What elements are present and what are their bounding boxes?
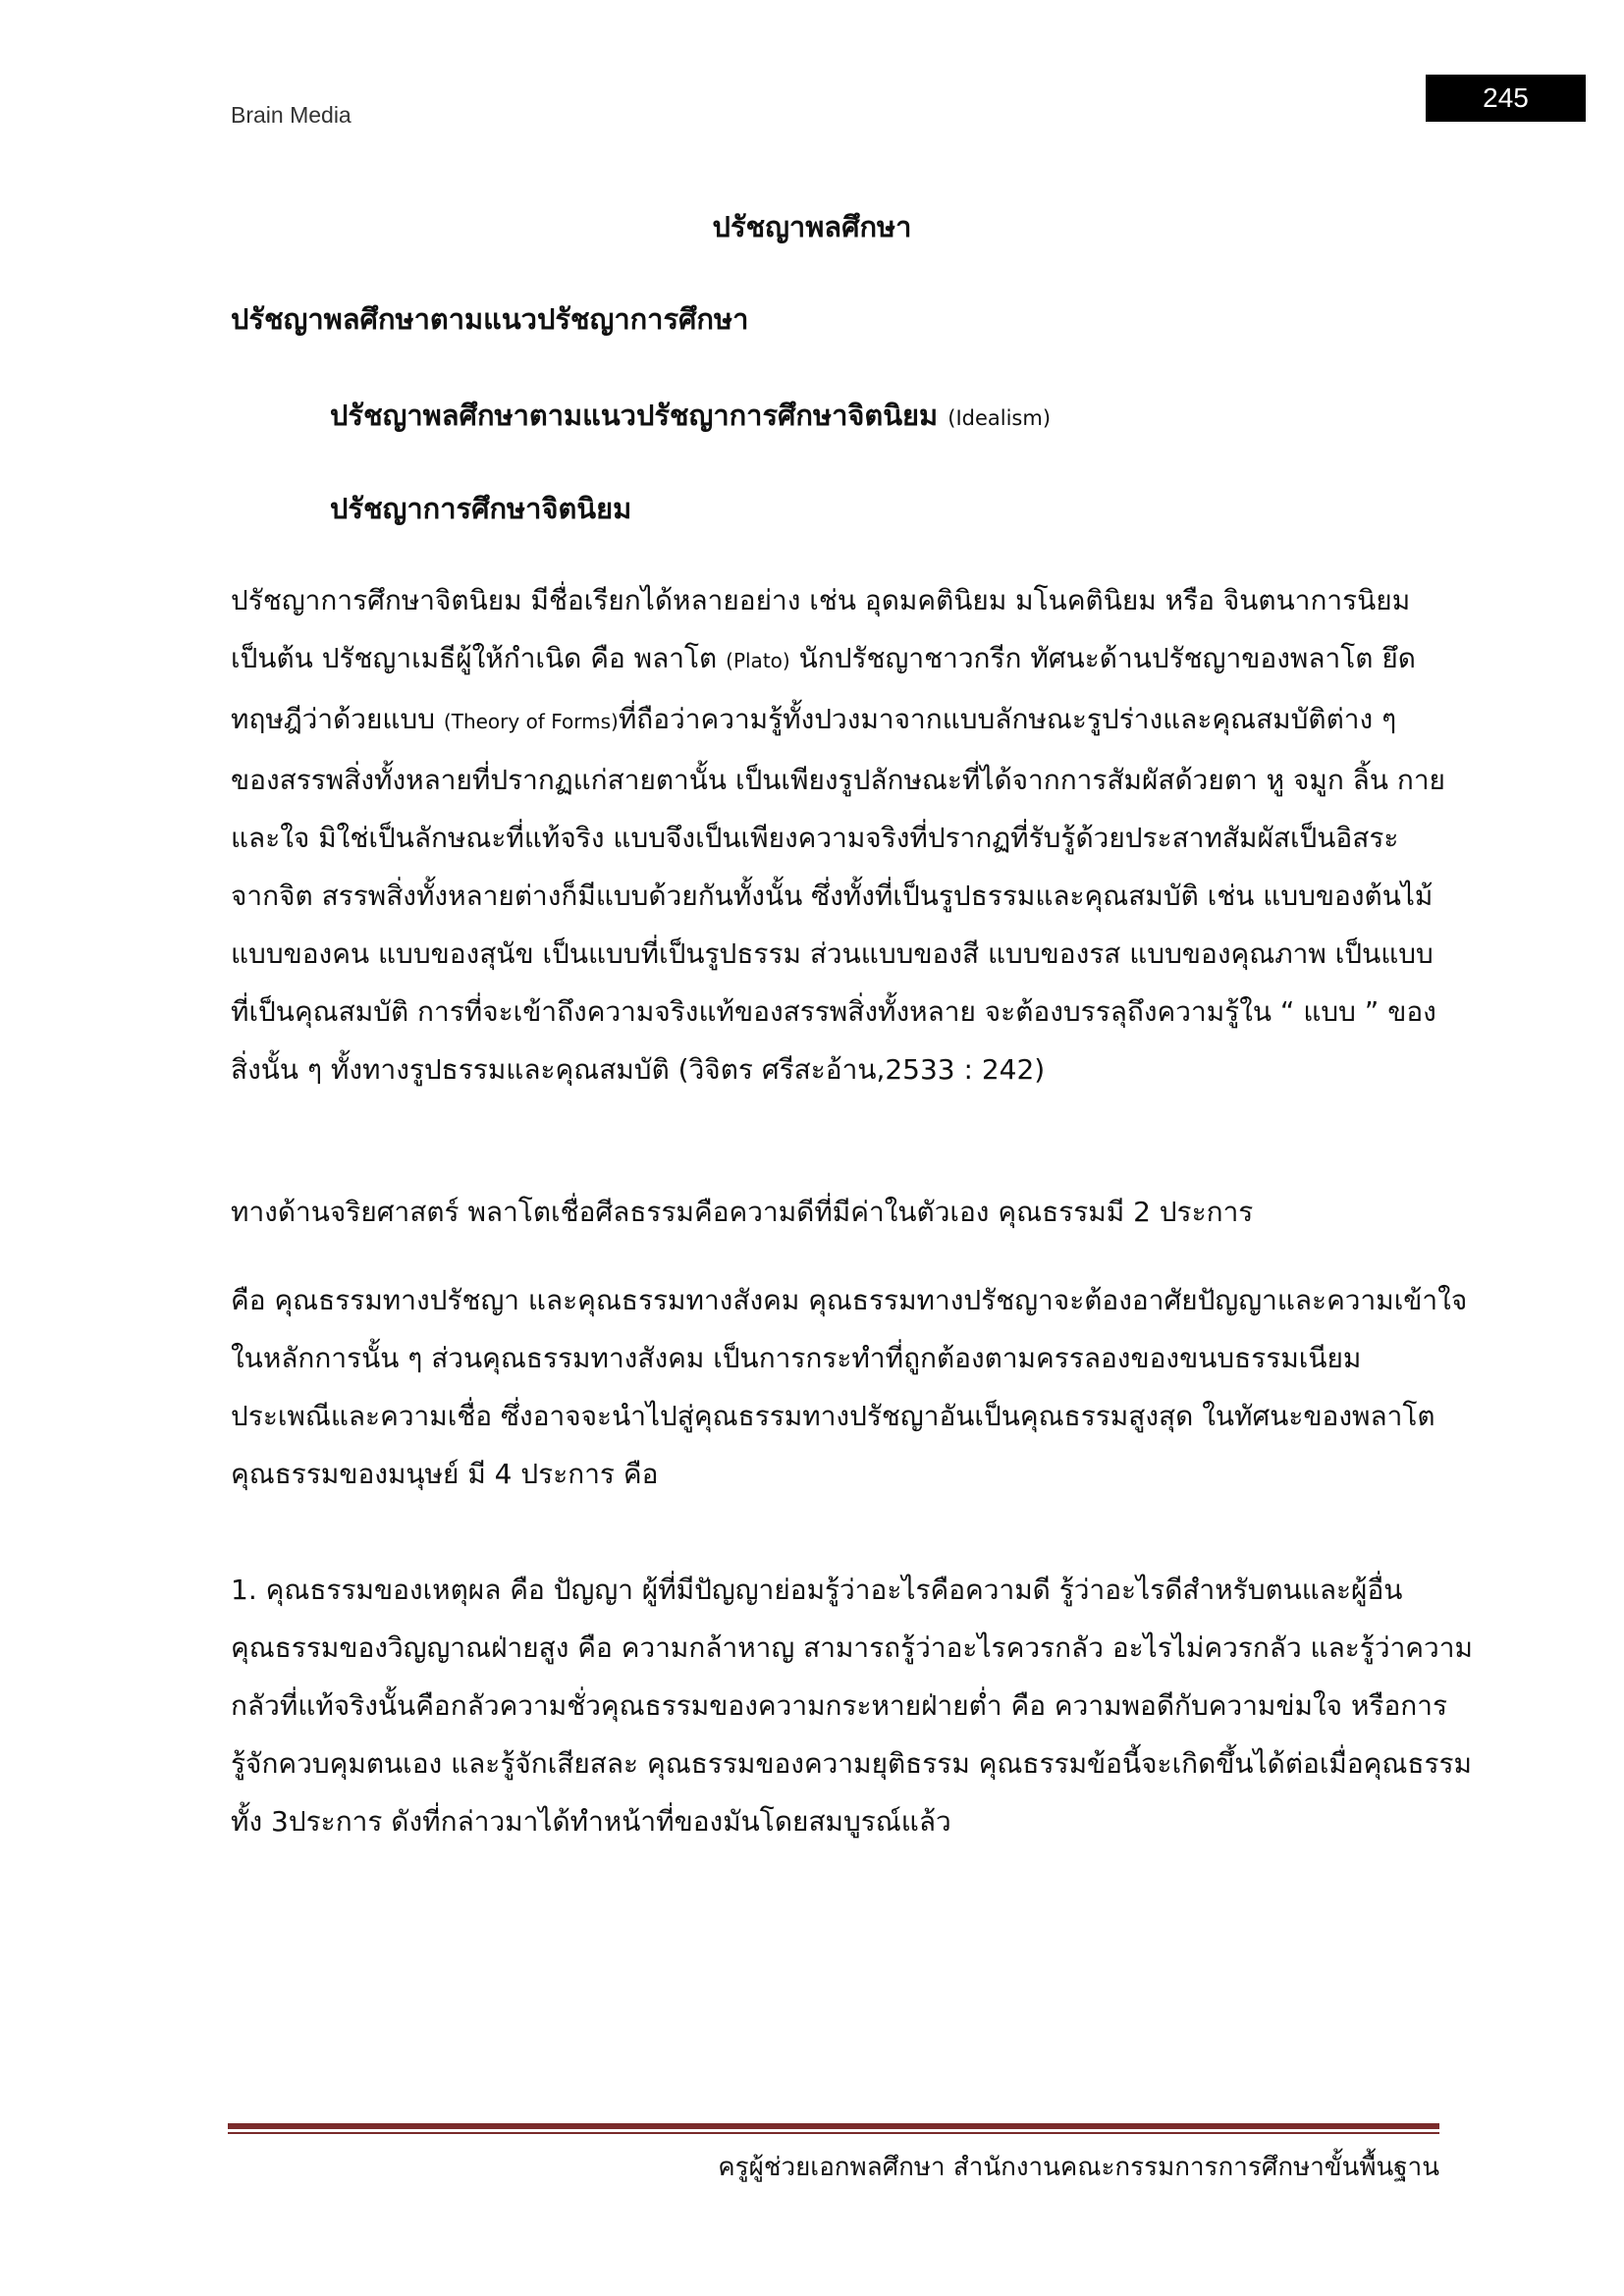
document-title: ปรัชญาพลศึกษา xyxy=(712,210,912,243)
text-line: ทั้ง 3ประการ ดังที่กล่าวมาได้ทำหน้าที่ของมันโดยสมบูรณ์แล้ว xyxy=(231,1805,951,1838)
text-line: ทางด้านจริยศาสตร์ พลาโตเชื่อศีลธรรมคือความดีที่มีค่าในตัวเอง คุณธรรมมี 2 ประการ xyxy=(231,1196,1254,1228)
text-line: ปรัชญาการศึกษาจิตนิยม มีชื่อเรียกได้หลายอย่าง เช่น อุดมคตินิยม มโนคตินิยม หรือ จินตนาการนิยม xyxy=(231,584,1411,616)
text-line xyxy=(231,690,1438,751)
footer-text: ครูผู้ช่วยเอกพลศึกษา สำนักงานคณะกรรมการการศึกษาขั้นพื้นฐาน xyxy=(718,2153,1439,2182)
header-publisher: Brain Media xyxy=(231,102,352,128)
text-segment: ที่ถือว่าความรู้ทั้งปวงมาจากแบบลักษณะรูปร่างและคุณสมบัติต่าง ๆ xyxy=(618,703,1397,735)
subsection-heading xyxy=(330,393,1051,438)
text-line: ประเพณีและความเชื่อ ซึ่งอาจจะนำไปสู่คุณธรรมทางปรัชญาอันเป็นคุณธรรมสูงสุด ในทัศนะของพลาโต xyxy=(231,1400,1435,1432)
text-line: แบบของคน แบบของสุนัข เป็นแบบที่เป็นรูปธรรม ส่วนแบบของสี แบบของรส แบบของคุณภาพ เป็นแบบ xyxy=(231,937,1434,970)
text-line: คุณธรรมของมนุษย์ มี 4 ประการ คือ xyxy=(231,1458,659,1490)
text-segment: ทฤษฎีว่าด้วยแบบ xyxy=(231,703,444,735)
subsection-heading-thai: ปรัชญาพลศึกษาตามแนวปรัชญาการศึกษาจิตนิยม xyxy=(330,399,948,432)
sub-subsection-heading: ปรัชญาการศึกษาจิตนิยม xyxy=(330,492,632,525)
subsection-heading-en: (Idealism) xyxy=(947,406,1052,430)
text-segment-en: (Theory of Forms) xyxy=(443,710,619,733)
text-line: ที่เป็นคุณสมบัติ การที่จะเข้าถึงความจริงแท้ของสรรพสิ่งทั้งหลาย จะต้องบรรลุถึงความรู้ใน “ แบบ ” ของ xyxy=(231,995,1436,1028)
text-line: และใจ มิใช่เป็นลักษณะที่แท้จริง แบบจึงเป็นเพียงความจริงที่ปรากฏที่รับรู้ด้วยประสาทสัมผัสเป็นอิสระ xyxy=(231,822,1399,854)
footer-divider-thin xyxy=(228,2132,1439,2134)
text-line: คุณธรรมของวิญญาณฝ่ายสูง คือ ความกล้าหาญ สามารถรู้ว่าอะไรควรกลัว อะไรไม่ควรกลัว และรู้ว่าความ xyxy=(231,1631,1473,1664)
paragraph-idealism xyxy=(231,571,1445,1098)
text-segment: นักปรัชญาชาวกรีก ทัศนะด้านปรัชญาของพลาโต ยึด xyxy=(789,642,1416,674)
page-number: 245 xyxy=(1426,75,1586,122)
text-line: กลัวที่แท้จริงนั้นคือกลัวความชั่วคุณธรรมของความกระหายฝ่ายต่ำ คือ ความพอดีกับความข่มใจ หรือการ xyxy=(231,1689,1447,1722)
section-heading: ปรัชญาพลศึกษาตามแนวปรัชญาการศึกษา xyxy=(231,302,749,336)
text-line: รู้จักควบคุมตนเอง และรู้จักเสียสละ คุณธรรมของความยุติธรรม คุณธรรมข้อนี้จะเกิดขึ้นได้ต่อเมื่อคุณธรรม xyxy=(231,1747,1473,1780)
text-line: จากจิต สรรพสิ่งทั้งหลายต่างก็มีแบบด้วยกันทั้งนั้น ซึ่งทั้งที่เป็นรูปธรรมและคุณสมบัติ เช่น แบบของต้นไม้ xyxy=(231,880,1434,912)
text-line: 1. คุณธรรมของเหตุผล คือ ปัญญา ผู้ที่มีปัญญาย่อมรู้ว่าอะไรคือความดี รู้ว่าอะไรดีสำหรับตนและผู้อื่น xyxy=(231,1574,1403,1606)
paragraph-virtues xyxy=(231,1271,1468,1503)
text-line: คือ คุณธรรมทางปรัชญา และคุณธรรมทางสังคม คุณธรรมทางปรัชญาจะต้องอาศัยปัญญาและความเข้าใจ xyxy=(231,1284,1468,1316)
text-line: สิ่งนั้น ๆ ทั้งทางรูปธรรมและคุณสมบัติ (วิจิตร ศรีสะอ้าน,2533 : 242) xyxy=(231,1053,1046,1086)
footer-divider xyxy=(228,2123,1439,2129)
text-line xyxy=(231,629,1438,690)
text-line: ในหลักการนั้น ๆ ส่วนคุณธรรมทางสังคม เป็นการกระทำที่ถูกต้องตามครรลองของขนบธรรมเนียม xyxy=(231,1342,1362,1374)
text-segment: เป็นต้น ปรัชญาเมธีผู้ให้กำเนิด คือ พลาโต xyxy=(231,642,727,674)
paragraph-four-virtues xyxy=(231,1561,1473,1850)
paragraph-ethics xyxy=(231,1183,1438,1241)
text-line: ของสรรพสิ่งทั้งหลายที่ปรากฏแก่สายตานั้น เป็นเพียงรูปลักษณะที่ได้จากการสัมผัสด้วยตา หู จมูก ลิ้น กาย xyxy=(231,764,1445,796)
text-segment-en: (Plato) xyxy=(726,649,790,672)
